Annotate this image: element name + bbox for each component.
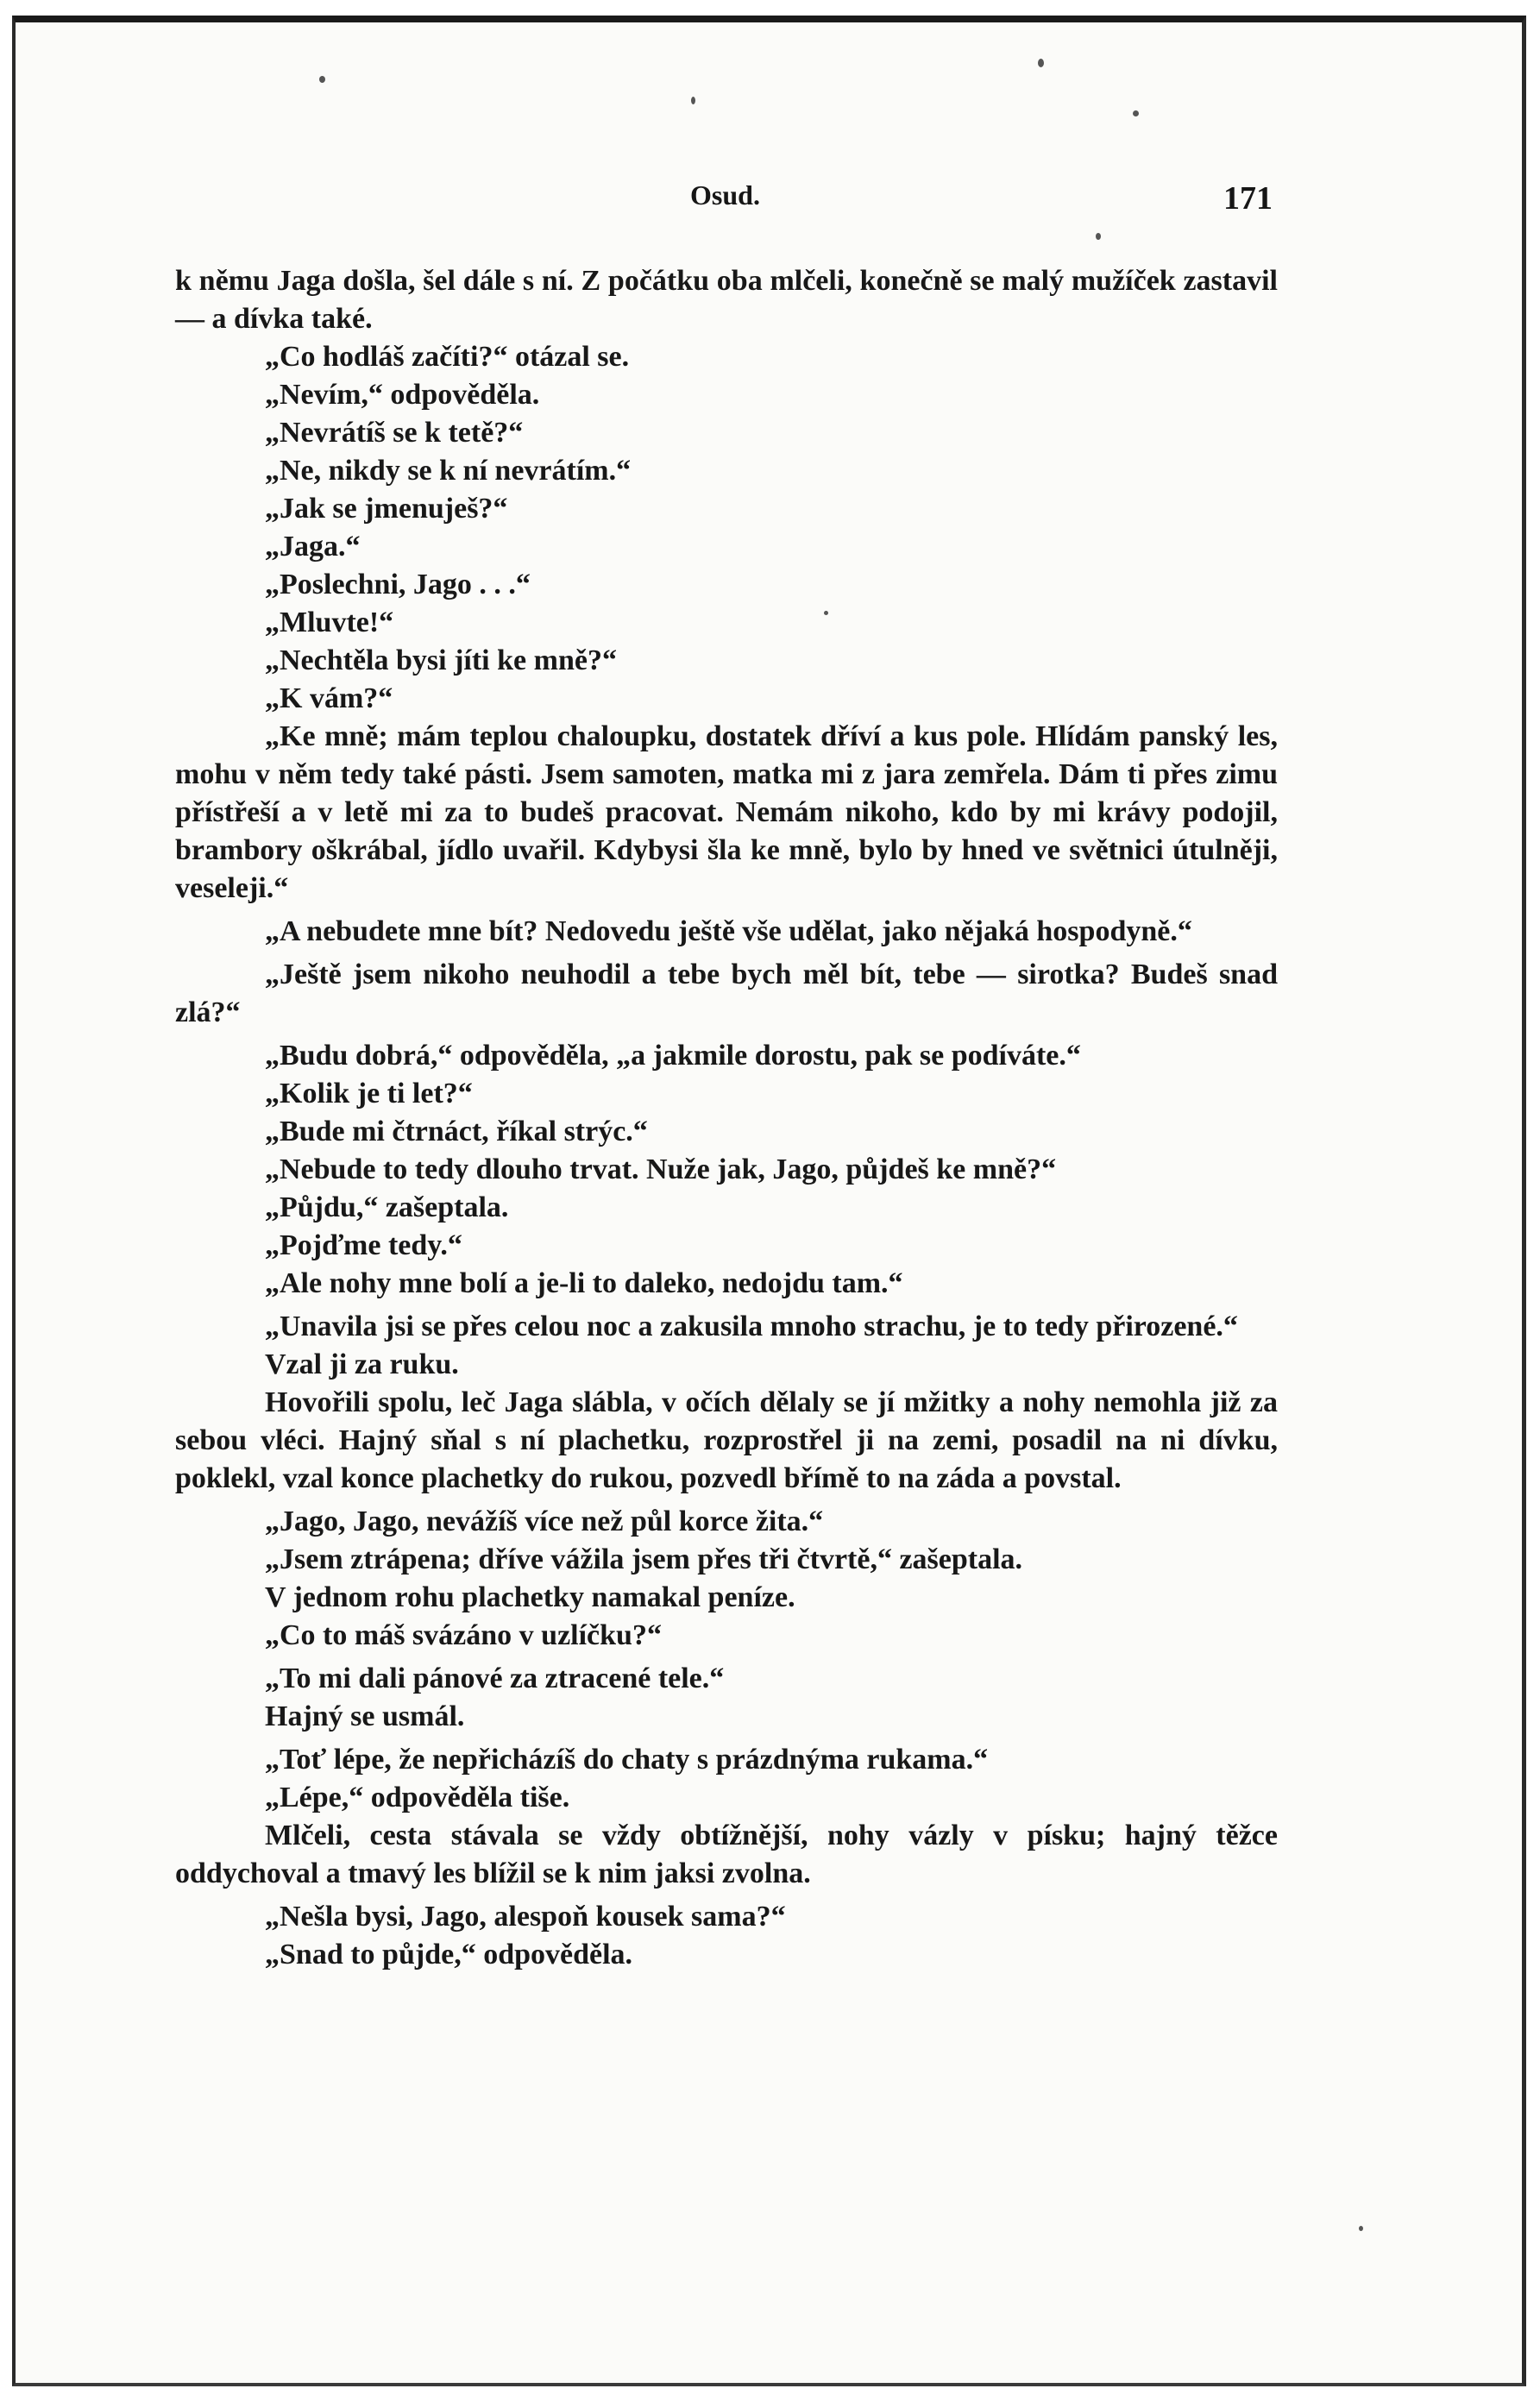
paragraph: Hovořili spolu, leč Jaga slábla, v očích dělaly se jí mžitky a nohy nemohla již za sebou vléci. Hajný sňal s ní plachetku, rozprostřel ji na zemi, posadil na ni dívku, poklekl, vzal konce plachetky do rukou, pozvedl břímě to na záda a povstal. <box>175 1386 1278 1494</box>
paragraph: Mlčeli, cesta stávala se vždy obtížnější, nohy vázly v písku; hajný těžce oddychoval a tmavý les blížil se k nim jaksi zvolna. <box>175 1820 1278 1889</box>
paragraph: „A nebudete mne bít? Nedovedu ještě vše udělat, jako nějaká hospodyně.“ <box>265 915 1192 947</box>
paragraph: V jednom rohu plachetky namakal peníze. <box>265 1581 795 1613</box>
scan-speck <box>1038 59 1044 67</box>
paragraph: „Půjdu,“ zašeptala. <box>265 1191 509 1223</box>
paragraph: „Jago, Jago, nevážíš více než půl korce žita.“ <box>265 1505 824 1537</box>
paragraph: „Snad to půjde,“ odpověděla. <box>265 1939 633 1970</box>
page-number: 171 <box>1223 180 1273 217</box>
paragraph: „Toť lépe, že nepřicházíš do chaty s prázdnýma rukama.“ <box>265 1744 989 1776</box>
paragraph: „Ale nohy mne bolí a je-li to daleko, nedojdu tam.“ <box>265 1267 903 1299</box>
paragraph: Hajný se usmál. <box>265 1700 465 1732</box>
scan-speck <box>319 76 325 83</box>
paragraph: „Co to máš svázáno v uzlíčku?“ <box>265 1619 662 1651</box>
paragraph: „Nechtěla bysi jíti ke mně?“ <box>265 644 617 676</box>
paragraph: „Mluvte!“ <box>265 607 394 638</box>
paragraph: „Ještě jsem nikoho neuhodil a tebe bych měl bít, tebe — sirotka? Budeš snad zlá?“ <box>175 959 1278 1028</box>
paragraph: „K vám?“ <box>265 682 393 714</box>
page-header <box>0 179 1540 223</box>
paragraph: „To mi dali pánové za ztracené tele.“ <box>265 1662 725 1694</box>
paragraph: „Budu dobrá,“ odpověděla, „a jakmile dorostu, pak se podíváte.“ <box>265 1040 1081 1072</box>
paragraph: „Poslechni, Jago . . .“ <box>265 569 531 600</box>
paragraph: „Lépe,“ odpověděla tiše. <box>265 1782 570 1813</box>
running-title: Osud. <box>690 179 760 211</box>
body-text <box>175 262 1278 1974</box>
paragraph: „Jsem ztrápena; dříve vážila jsem přes tři čtvrtě,“ zašeptala. <box>265 1543 1023 1575</box>
scan-speck <box>1359 2226 1363 2231</box>
paragraph: „Nešla bysi, Jago, alespoň kousek sama?“ <box>265 1901 786 1933</box>
paragraph: „Ne, nikdy se k ní nevrátím.“ <box>265 455 632 487</box>
paragraph: „Nebude to tedy dlouho trvat. Nuže jak, Jago, půjdeš ke mně?“ <box>265 1153 1057 1185</box>
paragraph: „Nevrátíš se k tetě?“ <box>265 417 524 449</box>
paragraph: „Jak se jmenuješ?“ <box>265 493 508 525</box>
scan-speck <box>1133 110 1139 116</box>
paragraph: Vzal ji za ruku. <box>265 1348 459 1380</box>
paragraph: „Kolik je ti let?“ <box>265 1078 473 1109</box>
scan-speck <box>1096 233 1101 240</box>
paragraph: „Jaga.“ <box>265 531 361 563</box>
paragraph: „Nevím,“ odpověděla. <box>265 379 540 411</box>
paragraph: „Unavila jsi se přes celou noc a zakusila mnoho strachu, je to tedy přirozené.“ <box>265 1310 1238 1342</box>
paragraph: k němu Jaga došla, šel dále s ní. Z počátku oba mlčeli, konečně se malý mužíček zastavil — a dívka také. <box>175 265 1278 335</box>
scan-speck <box>691 97 695 104</box>
paragraph: „Ke mně; mám teplou chaloupku, dostatek dříví a kus pole. Hlídám panský les, mohu v něm tedy také pásti. Jsem samoten, matka mi z jara zemřela. Dám ti přes zimu přístřeší a v letě mi za to budeš pracovat. Nemám nikoho, kdo by mi krávy podojil, brambory oškrábal, jídlo uvařil. Kdybysi šla ke mně, bylo by hned ve světnici útulněji, veseleji.“ <box>175 720 1278 904</box>
paragraph: „Co hodláš začíti?“ otázal se. <box>265 341 630 373</box>
paragraph: „Pojďme tedy.“ <box>265 1229 462 1261</box>
paragraph: „Bude mi čtrnáct, říkal strýc.“ <box>265 1116 648 1147</box>
